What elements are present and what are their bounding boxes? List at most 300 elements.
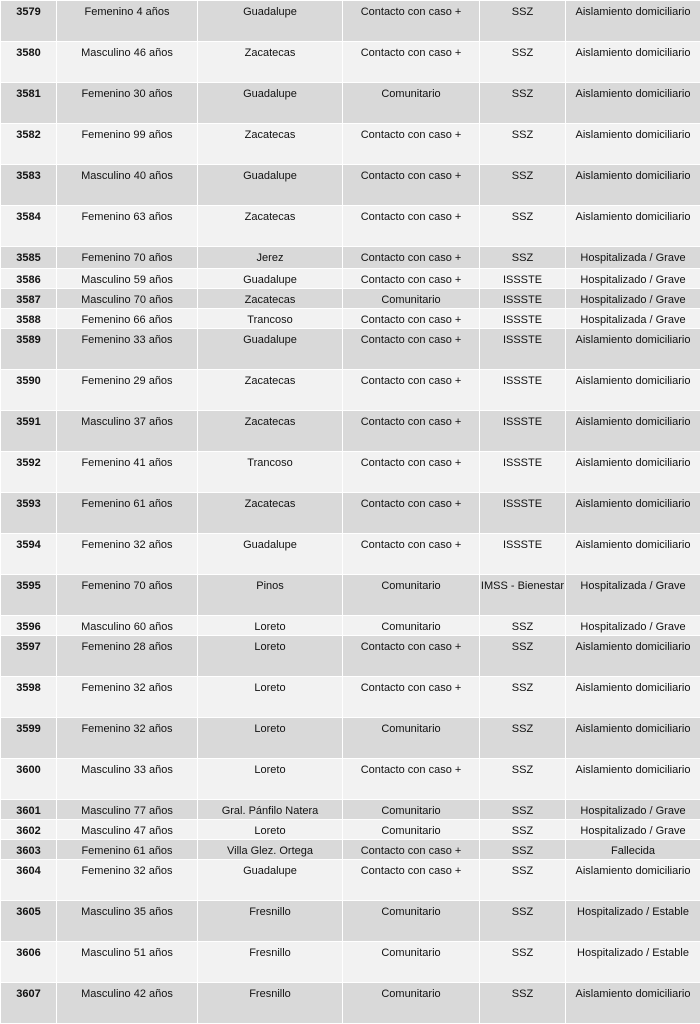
municipality-cell: [198, 289, 343, 309]
institution-cell-text: SSZ: [480, 942, 565, 961]
case-id-cell-text: 3581: [1, 83, 56, 102]
patient-cell: [57, 42, 198, 83]
status-cell: [566, 83, 700, 124]
contagion-type-cell-text: Comunitario: [343, 942, 479, 961]
status-cell-text: Aislamiento domiciliario: [566, 370, 700, 389]
contagion-type-cell-text: Contacto con caso +: [343, 636, 479, 655]
table-row: [1, 820, 700, 840]
table-row: [1, 42, 700, 83]
contagion-type-cell-text: Comunitario: [343, 800, 479, 819]
patient-cell-text: Femenino 41 años: [57, 452, 197, 471]
municipality-cell: [198, 718, 343, 759]
case-id-cell-text: 3597: [1, 636, 56, 655]
contagion-type-cell: [343, 575, 480, 616]
institution-cell-text: ISSSTE: [480, 309, 565, 328]
case-id-cell-text: 3579: [1, 1, 56, 20]
institution-cell: [480, 820, 566, 840]
status-cell: [566, 636, 700, 677]
cases-table-body: [1, 1, 700, 1024]
table-row: [1, 269, 700, 289]
table-row: [1, 493, 700, 534]
patient-cell-text: Femenino 63 años: [57, 206, 197, 225]
institution-cell-text: ISSSTE: [480, 452, 565, 471]
institution-cell-text: ISSSTE: [480, 534, 565, 553]
patient-cell: [57, 983, 198, 1024]
contagion-type-cell-text: Contacto con caso +: [343, 309, 479, 328]
status-cell-text: Aislamiento domiciliario: [566, 206, 700, 225]
institution-cell-text: SSZ: [480, 677, 565, 696]
case-id-cell: [1, 42, 57, 83]
case-id-cell-text: 3587: [1, 289, 56, 308]
status-cell: [566, 860, 700, 901]
status-cell-text: Aislamiento domiciliario: [566, 983, 700, 1002]
institution-cell-text: SSZ: [480, 840, 565, 859]
institution-cell-text: SSZ: [480, 860, 565, 879]
patient-cell-text: Femenino 70 años: [57, 247, 197, 266]
status-cell-text: Aislamiento domiciliario: [566, 677, 700, 696]
contagion-type-cell-text: Contacto con caso +: [343, 411, 479, 430]
institution-cell: [480, 269, 566, 289]
contagion-type-cell-text: Contacto con caso +: [343, 124, 479, 143]
status-cell-text: Aislamiento domiciliario: [566, 452, 700, 471]
status-cell-text: Hospitalizada / Grave: [566, 247, 700, 266]
table-row: [1, 983, 700, 1024]
institution-cell: [480, 165, 566, 206]
case-id-cell: [1, 309, 57, 329]
institution-cell-text: SSZ: [480, 616, 565, 635]
case-id-cell-text: 3605: [1, 901, 56, 920]
case-id-cell-text: 3589: [1, 329, 56, 348]
patient-cell-text: Masculino 59 años: [57, 269, 197, 288]
patient-cell-text: Masculino 42 años: [57, 983, 197, 1002]
table-row: [1, 575, 700, 616]
status-cell: [566, 165, 700, 206]
municipality-cell: [198, 575, 343, 616]
municipality-cell: [198, 677, 343, 718]
patient-cell: [57, 329, 198, 370]
institution-cell-text: ISSSTE: [480, 269, 565, 288]
contagion-type-cell-text: Comunitario: [343, 901, 479, 920]
contagion-type-cell: [343, 329, 480, 370]
table-row: [1, 534, 700, 575]
status-cell: [566, 942, 700, 983]
municipality-cell: [198, 860, 343, 901]
patient-cell: [57, 83, 198, 124]
municipality-cell: [198, 534, 343, 575]
case-id-cell: [1, 575, 57, 616]
patient-cell-text: Femenino 32 años: [57, 860, 197, 879]
table-row: [1, 247, 700, 269]
municipality-cell-text: Fresnillo: [198, 983, 342, 1002]
institution-cell: [480, 42, 566, 83]
case-id-cell-text: 3604: [1, 860, 56, 879]
case-id-cell-text: 3593: [1, 493, 56, 512]
table-row: [1, 718, 700, 759]
table-row: [1, 616, 700, 636]
status-cell-text: Aislamiento domiciliario: [566, 124, 700, 143]
contagion-type-cell-text: Contacto con caso +: [343, 493, 479, 512]
case-id-cell: [1, 800, 57, 820]
institution-cell: [480, 677, 566, 718]
patient-cell-text: Femenino 61 años: [57, 493, 197, 512]
table-row: [1, 309, 700, 329]
patient-cell: [57, 616, 198, 636]
status-cell: [566, 493, 700, 534]
municipality-cell: [198, 493, 343, 534]
case-id-cell: [1, 165, 57, 206]
institution-cell: [480, 636, 566, 677]
case-id-cell: [1, 636, 57, 677]
status-cell: [566, 206, 700, 247]
municipality-cell-text: Trancoso: [198, 452, 342, 471]
patient-cell-text: Masculino 35 años: [57, 901, 197, 920]
patient-cell: [57, 759, 198, 800]
institution-cell: [480, 901, 566, 942]
municipality-cell: [198, 616, 343, 636]
patient-cell: [57, 901, 198, 942]
patient-cell-text: Femenino 28 años: [57, 636, 197, 655]
institution-cell: [480, 309, 566, 329]
institution-cell-text: ISSSTE: [480, 329, 565, 348]
status-cell: [566, 616, 700, 636]
status-cell: [566, 42, 700, 83]
status-cell: [566, 983, 700, 1024]
contagion-type-cell: [343, 636, 480, 677]
municipality-cell: [198, 452, 343, 493]
contagion-type-cell: [343, 452, 480, 493]
municipality-cell-text: Guadalupe: [198, 165, 342, 184]
table-row: [1, 636, 700, 677]
institution-cell: [480, 534, 566, 575]
patient-cell-text: Femenino 30 años: [57, 83, 197, 102]
case-id-cell: [1, 289, 57, 309]
municipality-cell: [198, 329, 343, 370]
case-id-cell-text: 3591: [1, 411, 56, 430]
contagion-type-cell-text: Comunitario: [343, 820, 479, 839]
patient-cell-text: Masculino 40 años: [57, 165, 197, 184]
case-id-cell: [1, 124, 57, 165]
institution-cell: [480, 411, 566, 452]
status-cell-text: Hospitalizado / Grave: [566, 800, 700, 819]
municipality-cell: [198, 411, 343, 452]
status-cell: [566, 247, 700, 269]
contagion-type-cell: [343, 289, 480, 309]
status-cell-text: Hospitalizada / Grave: [566, 309, 700, 328]
contagion-type-cell: [343, 718, 480, 759]
institution-cell-text: SSZ: [480, 83, 565, 102]
patient-cell-text: Masculino 33 años: [57, 759, 197, 778]
case-id-cell-text: 3583: [1, 165, 56, 184]
patient-cell: [57, 860, 198, 901]
table-row: [1, 901, 700, 942]
contagion-type-cell: [343, 83, 480, 124]
status-cell: [566, 718, 700, 759]
patient-cell-text: Masculino 77 años: [57, 800, 197, 819]
case-id-cell-text: 3596: [1, 616, 56, 635]
contagion-type-cell-text: Contacto con caso +: [343, 759, 479, 778]
municipality-cell-text: Loreto: [198, 636, 342, 655]
institution-cell: [480, 840, 566, 860]
institution-cell: [480, 329, 566, 370]
table-row: [1, 840, 700, 860]
status-cell-text: Aislamiento domiciliario: [566, 860, 700, 879]
municipality-cell: [198, 901, 343, 942]
case-id-cell-text: 3595: [1, 575, 56, 594]
status-cell: [566, 289, 700, 309]
table-row: [1, 452, 700, 493]
case-id-cell: [1, 718, 57, 759]
case-id-cell-text: 3599: [1, 718, 56, 737]
patient-cell: [57, 718, 198, 759]
patient-cell-text: Masculino 47 años: [57, 820, 197, 839]
case-id-cell: [1, 329, 57, 370]
patient-cell: [57, 411, 198, 452]
institution-cell: [480, 860, 566, 901]
patient-cell-text: Femenino 99 años: [57, 124, 197, 143]
contagion-type-cell: [343, 616, 480, 636]
status-cell: [566, 411, 700, 452]
case-id-cell: [1, 616, 57, 636]
table-row: [1, 800, 700, 820]
patient-cell-text: Masculino 51 años: [57, 942, 197, 961]
status-cell-text: Aislamiento domiciliario: [566, 1, 700, 20]
institution-cell: [480, 206, 566, 247]
institution-cell-text: SSZ: [480, 247, 565, 266]
contagion-type-cell: [343, 942, 480, 983]
municipality-cell-text: Loreto: [198, 616, 342, 635]
case-id-cell: [1, 269, 57, 289]
institution-cell: [480, 289, 566, 309]
contagion-type-cell-text: Contacto con caso +: [343, 860, 479, 879]
contagion-type-cell-text: Contacto con caso +: [343, 370, 479, 389]
institution-cell-text: SSZ: [480, 636, 565, 655]
institution-cell-text: SSZ: [480, 820, 565, 839]
contagion-type-cell: [343, 759, 480, 800]
status-cell: [566, 370, 700, 411]
patient-cell: [57, 942, 198, 983]
institution-cell: [480, 800, 566, 820]
patient-cell-text: Masculino 70 años: [57, 289, 197, 308]
municipality-cell-text: Fresnillo: [198, 901, 342, 920]
institution-cell: [480, 1, 566, 42]
municipality-cell: [198, 759, 343, 800]
municipality-cell-text: Fresnillo: [198, 942, 342, 961]
institution-cell: [480, 247, 566, 269]
status-cell-text: Aislamiento domiciliario: [566, 718, 700, 737]
status-cell-text: Aislamiento domiciliario: [566, 636, 700, 655]
status-cell-text: Hospitalizado / Estable: [566, 901, 700, 920]
contagion-type-cell-text: Contacto con caso +: [343, 452, 479, 471]
patient-cell: [57, 575, 198, 616]
contagion-type-cell-text: Comunitario: [343, 83, 479, 102]
status-cell-text: Hospitalizado / Grave: [566, 289, 700, 308]
contagion-type-cell: [343, 493, 480, 534]
case-id-cell: [1, 247, 57, 269]
municipality-cell: [198, 370, 343, 411]
status-cell-text: Aislamiento domiciliario: [566, 329, 700, 348]
case-id-cell: [1, 942, 57, 983]
municipality-cell: [198, 83, 343, 124]
contagion-type-cell: [343, 165, 480, 206]
status-cell: [566, 309, 700, 329]
contagion-type-cell-text: Contacto con caso +: [343, 329, 479, 348]
status-cell-text: Hospitalizado / Grave: [566, 616, 700, 635]
institution-cell-text: ISSSTE: [480, 493, 565, 512]
municipality-cell: [198, 840, 343, 860]
status-cell-text: Hospitalizado / Grave: [566, 820, 700, 839]
municipality-cell-text: Jerez: [198, 247, 342, 266]
contagion-type-cell: [343, 370, 480, 411]
patient-cell: [57, 370, 198, 411]
municipality-cell-text: Zacatecas: [198, 206, 342, 225]
status-cell: [566, 840, 700, 860]
municipality-cell-text: Zacatecas: [198, 411, 342, 430]
case-id-cell: [1, 901, 57, 942]
municipality-cell-text: Trancoso: [198, 309, 342, 328]
patient-cell: [57, 493, 198, 534]
institution-cell: [480, 616, 566, 636]
case-id-cell: [1, 820, 57, 840]
municipality-cell-text: Zacatecas: [198, 493, 342, 512]
institution-cell-text: ISSSTE: [480, 289, 565, 308]
table-row: [1, 370, 700, 411]
status-cell: [566, 452, 700, 493]
contagion-type-cell: [343, 124, 480, 165]
patient-cell: [57, 309, 198, 329]
case-id-cell-text: 3590: [1, 370, 56, 389]
institution-cell-text: SSZ: [480, 1, 565, 20]
municipality-cell-text: Guadalupe: [198, 269, 342, 288]
status-cell-text: Aislamiento domiciliario: [566, 411, 700, 430]
institution-cell: [480, 452, 566, 493]
municipality-cell: [198, 247, 343, 269]
contagion-type-cell: [343, 677, 480, 718]
status-cell: [566, 677, 700, 718]
patient-cell: [57, 289, 198, 309]
case-id-cell: [1, 411, 57, 452]
contagion-type-cell: [343, 269, 480, 289]
institution-cell-text: IMSS - Bienestar: [480, 575, 565, 594]
institution-cell-text: SSZ: [480, 800, 565, 819]
municipality-cell: [198, 124, 343, 165]
case-id-cell: [1, 370, 57, 411]
status-cell-text: Aislamiento domiciliario: [566, 165, 700, 184]
case-id-cell-text: 3600: [1, 759, 56, 778]
patient-cell: [57, 636, 198, 677]
institution-cell: [480, 493, 566, 534]
table-row: [1, 83, 700, 124]
institution-cell: [480, 83, 566, 124]
status-cell-text: Aislamiento domiciliario: [566, 534, 700, 553]
table-row: [1, 677, 700, 718]
institution-cell: [480, 370, 566, 411]
patient-cell-text: Femenino 32 años: [57, 718, 197, 737]
status-cell: [566, 1, 700, 42]
institution-cell-text: SSZ: [480, 206, 565, 225]
status-cell-text: Hospitalizado / Grave: [566, 269, 700, 288]
patient-cell: [57, 820, 198, 840]
municipality-cell: [198, 983, 343, 1024]
municipality-cell-text: Loreto: [198, 759, 342, 778]
municipality-cell-text: Zacatecas: [198, 124, 342, 143]
institution-cell-text: SSZ: [480, 165, 565, 184]
contagion-type-cell: [343, 411, 480, 452]
patient-cell-text: Femenino 66 años: [57, 309, 197, 328]
municipality-cell-text: Zacatecas: [198, 42, 342, 61]
municipality-cell-text: Loreto: [198, 820, 342, 839]
patient-cell-text: Femenino 70 años: [57, 575, 197, 594]
patient-cell: [57, 1, 198, 42]
contagion-type-cell: [343, 840, 480, 860]
status-cell: [566, 269, 700, 289]
contagion-type-cell: [343, 800, 480, 820]
status-cell-text: Hospitalizada / Grave: [566, 575, 700, 594]
table-row: [1, 1, 700, 42]
status-cell-text: Aislamiento domiciliario: [566, 759, 700, 778]
municipality-cell-text: Guadalupe: [198, 860, 342, 879]
institution-cell-text: SSZ: [480, 124, 565, 143]
municipality-cell-text: Guadalupe: [198, 1, 342, 20]
contagion-type-cell-text: Comunitario: [343, 616, 479, 635]
patient-cell-text: Femenino 32 años: [57, 677, 197, 696]
institution-cell-text: ISSSTE: [480, 411, 565, 430]
municipality-cell: [198, 309, 343, 329]
case-id-cell-text: 3607: [1, 983, 56, 1002]
case-id-cell: [1, 840, 57, 860]
patient-cell: [57, 677, 198, 718]
municipality-cell: [198, 165, 343, 206]
status-cell-text: Aislamiento domiciliario: [566, 83, 700, 102]
patient-cell-text: Femenino 32 años: [57, 534, 197, 553]
contagion-type-cell-text: Comunitario: [343, 289, 479, 308]
contagion-type-cell: [343, 42, 480, 83]
case-id-cell: [1, 83, 57, 124]
status-cell: [566, 534, 700, 575]
case-id-cell-text: 3603: [1, 840, 56, 859]
municipality-cell-text: Villa Glez. Ortega: [198, 840, 342, 859]
institution-cell: [480, 942, 566, 983]
contagion-type-cell-text: Contacto con caso +: [343, 677, 479, 696]
contagion-type-cell: [343, 206, 480, 247]
status-cell: [566, 124, 700, 165]
contagion-type-cell: [343, 983, 480, 1024]
case-id-cell-text: 3598: [1, 677, 56, 696]
patient-cell-text: Femenino 33 años: [57, 329, 197, 348]
table-row: [1, 942, 700, 983]
contagion-type-cell: [343, 309, 480, 329]
municipality-cell: [198, 820, 343, 840]
municipality-cell: [198, 206, 343, 247]
case-id-cell: [1, 860, 57, 901]
case-id-cell-text: 3580: [1, 42, 56, 61]
municipality-cell-text: Guadalupe: [198, 534, 342, 553]
case-id-cell-text: 3606: [1, 942, 56, 961]
patient-cell: [57, 800, 198, 820]
municipality-cell: [198, 42, 343, 83]
table-row: [1, 289, 700, 309]
case-id-cell-text: 3592: [1, 452, 56, 471]
institution-cell: [480, 983, 566, 1024]
municipality-cell-text: Pinos: [198, 575, 342, 594]
table-row: [1, 165, 700, 206]
status-cell: [566, 759, 700, 800]
case-id-cell: [1, 1, 57, 42]
patient-cell-text: Femenino 4 años: [57, 1, 197, 20]
contagion-type-cell-text: Contacto con caso +: [343, 206, 479, 225]
status-cell: [566, 575, 700, 616]
municipality-cell-text: Loreto: [198, 718, 342, 737]
contagion-type-cell-text: Contacto con caso +: [343, 42, 479, 61]
